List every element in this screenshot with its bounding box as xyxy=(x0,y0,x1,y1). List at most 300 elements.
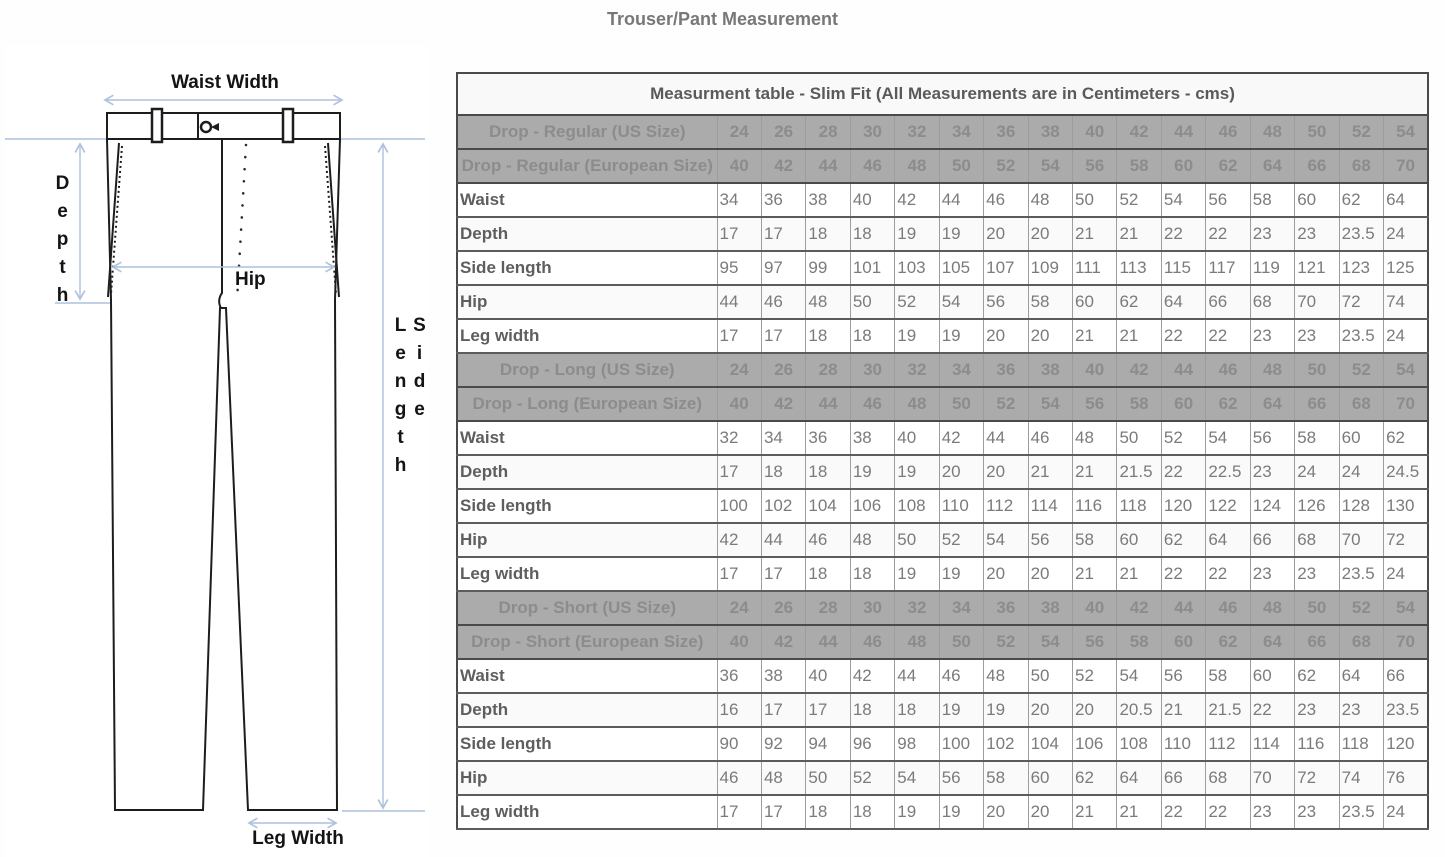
size-cell: 54 xyxy=(1384,591,1428,625)
value-cell: 34 xyxy=(717,183,761,217)
value-cell: 48 xyxy=(1073,421,1117,455)
trousers-drawing xyxy=(5,45,428,857)
size-cell: 48 xyxy=(895,625,939,659)
size-cell: 40 xyxy=(1073,591,1117,625)
value-cell: 36 xyxy=(761,183,805,217)
value-cell: 62 xyxy=(1161,523,1205,557)
size-cell: 26 xyxy=(761,591,805,625)
size-cell: 58 xyxy=(1117,625,1161,659)
value-cell: 21 xyxy=(1117,795,1161,829)
value-cell: 50 xyxy=(1028,659,1072,693)
size-cell: 46 xyxy=(1206,591,1250,625)
value-cell: 90 xyxy=(717,727,761,761)
value-cell: 22 xyxy=(1161,455,1205,489)
value-cell: 74 xyxy=(1339,761,1383,795)
value-cell: 22 xyxy=(1161,557,1205,591)
value-cell: 52 xyxy=(850,761,894,795)
value-cell: 19 xyxy=(939,319,983,353)
value-cell: 40 xyxy=(850,183,894,217)
value-cell: 110 xyxy=(1161,727,1205,761)
size-cell: 38 xyxy=(1028,591,1072,625)
value-cell: 70 xyxy=(1295,285,1339,319)
size-cell: 38 xyxy=(1028,115,1072,149)
size-row-us xyxy=(457,353,1428,387)
measure-label: Depth xyxy=(457,455,717,489)
value-cell: 56 xyxy=(939,761,983,795)
size-cell: 46 xyxy=(850,149,894,183)
value-cell: 48 xyxy=(1028,183,1072,217)
value-cell: 19 xyxy=(939,557,983,591)
value-cell: 18 xyxy=(806,217,850,251)
value-cell: 46 xyxy=(717,761,761,795)
value-cell: 23.5 xyxy=(1339,795,1383,829)
value-cell: 18 xyxy=(850,319,894,353)
value-cell: 19 xyxy=(895,795,939,829)
value-cell: 44 xyxy=(895,659,939,693)
measure-label: Waist xyxy=(457,421,717,455)
size-cell: 44 xyxy=(806,625,850,659)
size-cell: 60 xyxy=(1161,625,1205,659)
value-cell: 68 xyxy=(1295,523,1339,557)
size-cell: 40 xyxy=(717,625,761,659)
size-cell: 30 xyxy=(850,353,894,387)
size-cell: 64 xyxy=(1250,387,1294,421)
measure-row xyxy=(457,489,1428,523)
value-cell: 102 xyxy=(761,489,805,523)
value-cell: 60 xyxy=(1295,183,1339,217)
waist-width-label: Waist Width xyxy=(171,72,279,93)
value-cell: 121 xyxy=(1295,251,1339,285)
size-cell: 50 xyxy=(939,625,983,659)
size-cell: 24 xyxy=(717,353,761,387)
value-cell: 104 xyxy=(1028,727,1072,761)
table-title: Measurment table - Slim Fit (All Measurements are in Centimeters - cms) xyxy=(457,73,1428,115)
value-cell: 23 xyxy=(1250,455,1294,489)
belt-loop-left xyxy=(152,109,162,142)
value-cell: 124 xyxy=(1250,489,1294,523)
value-cell: 20 xyxy=(1073,693,1117,727)
value-cell: 92 xyxy=(761,727,805,761)
value-cell: 20.5 xyxy=(1117,693,1161,727)
value-cell: 52 xyxy=(895,285,939,319)
value-cell: 19 xyxy=(895,319,939,353)
value-cell: 46 xyxy=(939,659,983,693)
value-cell: 19 xyxy=(939,217,983,251)
value-cell: 62 xyxy=(1384,421,1428,455)
value-cell: 44 xyxy=(717,285,761,319)
size-row-eu xyxy=(457,625,1428,659)
trouser-outline xyxy=(107,139,340,810)
value-cell: 22.5 xyxy=(1206,455,1250,489)
measure-row xyxy=(457,455,1428,489)
size-cell: 52 xyxy=(984,387,1028,421)
value-cell: 58 xyxy=(1073,523,1117,557)
measure-row xyxy=(457,523,1428,557)
size-row-us xyxy=(457,115,1428,149)
value-cell: 21 xyxy=(1073,319,1117,353)
value-cell: 120 xyxy=(1384,727,1428,761)
value-cell: 22 xyxy=(1206,557,1250,591)
value-cell: 20 xyxy=(984,455,1028,489)
value-cell: 50 xyxy=(1073,183,1117,217)
value-cell: 18 xyxy=(806,319,850,353)
value-cell: 18 xyxy=(850,217,894,251)
size-cell: 32 xyxy=(895,591,939,625)
value-cell: 23 xyxy=(1250,795,1294,829)
size-row-label: Drop - Long (European Size) xyxy=(457,387,717,421)
pant-diagram xyxy=(5,45,428,857)
value-cell: 44 xyxy=(761,523,805,557)
value-cell: 17 xyxy=(717,455,761,489)
value-cell: 116 xyxy=(1073,489,1117,523)
value-cell: 50 xyxy=(850,285,894,319)
measure-label: Hip xyxy=(457,761,717,795)
leg-width-label: Leg Width xyxy=(252,828,344,849)
measurement-table-body xyxy=(457,115,1428,829)
value-cell: 20 xyxy=(984,795,1028,829)
hip-label: Hip xyxy=(235,269,266,290)
size-cell: 52 xyxy=(1339,353,1383,387)
value-cell: 17 xyxy=(717,217,761,251)
size-cell: 68 xyxy=(1339,625,1383,659)
size-cell: 54 xyxy=(1028,625,1072,659)
value-cell: 114 xyxy=(1028,489,1072,523)
value-cell: 23 xyxy=(1250,217,1294,251)
size-cell: 48 xyxy=(1250,591,1294,625)
value-cell: 62 xyxy=(1295,659,1339,693)
waist-button xyxy=(201,122,211,132)
value-cell: 108 xyxy=(1117,727,1161,761)
size-cell: 56 xyxy=(1073,625,1117,659)
value-cell: 66 xyxy=(1384,659,1428,693)
value-cell: 23.5 xyxy=(1339,319,1383,353)
size-cell: 42 xyxy=(1117,353,1161,387)
value-cell: 34 xyxy=(761,421,805,455)
value-cell: 21.5 xyxy=(1117,455,1161,489)
value-cell: 40 xyxy=(895,421,939,455)
size-cell: 48 xyxy=(895,387,939,421)
size-cell: 66 xyxy=(1295,387,1339,421)
size-cell: 54 xyxy=(1384,115,1428,149)
size-cell: 34 xyxy=(939,353,983,387)
size-cell: 48 xyxy=(1250,353,1294,387)
value-cell: 23 xyxy=(1295,319,1339,353)
size-cell: 48 xyxy=(895,149,939,183)
measurement-table xyxy=(456,72,1429,830)
value-cell: 21 xyxy=(1028,455,1072,489)
size-row-us xyxy=(457,591,1428,625)
value-cell: 115 xyxy=(1161,251,1205,285)
size-cell: 24 xyxy=(717,591,761,625)
measurement-table-wrap xyxy=(456,72,1429,830)
value-cell: 24 xyxy=(1339,455,1383,489)
value-cell: 56 xyxy=(984,285,1028,319)
value-cell: 24 xyxy=(1384,217,1428,251)
value-cell: 22 xyxy=(1161,795,1205,829)
value-cell: 46 xyxy=(806,523,850,557)
value-cell: 19 xyxy=(850,455,894,489)
value-cell: 21 xyxy=(1117,319,1161,353)
value-cell: 58 xyxy=(1250,183,1294,217)
size-cell: 42 xyxy=(761,149,805,183)
value-cell: 24 xyxy=(1384,557,1428,591)
value-cell: 56 xyxy=(1250,421,1294,455)
size-cell: 46 xyxy=(1206,115,1250,149)
value-cell: 54 xyxy=(939,285,983,319)
value-cell: 19 xyxy=(895,455,939,489)
measure-label: Side length xyxy=(457,489,717,523)
value-cell: 20 xyxy=(984,319,1028,353)
value-cell: 24 xyxy=(1384,319,1428,353)
value-cell: 68 xyxy=(1206,761,1250,795)
value-cell: 48 xyxy=(984,659,1028,693)
value-cell: 100 xyxy=(717,489,761,523)
value-cell: 104 xyxy=(806,489,850,523)
value-cell: 97 xyxy=(761,251,805,285)
value-cell: 23.5 xyxy=(1384,693,1428,727)
size-cell: 54 xyxy=(1028,149,1072,183)
measure-label: Depth xyxy=(457,693,717,727)
size-cell: 52 xyxy=(1339,115,1383,149)
value-cell: 60 xyxy=(1339,421,1383,455)
value-cell: 23 xyxy=(1250,319,1294,353)
size-cell: 70 xyxy=(1384,625,1428,659)
size-cell: 58 xyxy=(1117,387,1161,421)
value-cell: 58 xyxy=(1028,285,1072,319)
size-row-eu xyxy=(457,149,1428,183)
value-cell: 54 xyxy=(1206,421,1250,455)
size-cell: 40 xyxy=(1073,115,1117,149)
value-cell: 123 xyxy=(1339,251,1383,285)
value-cell: 46 xyxy=(1028,421,1072,455)
value-cell: 109 xyxy=(1028,251,1072,285)
size-cell: 62 xyxy=(1206,625,1250,659)
value-cell: 50 xyxy=(1117,421,1161,455)
value-cell: 52 xyxy=(1117,183,1161,217)
value-cell: 68 xyxy=(1250,285,1294,319)
measure-row xyxy=(457,693,1428,727)
value-cell: 20 xyxy=(1028,693,1072,727)
measure-label: Leg width xyxy=(457,557,717,591)
value-cell: 64 xyxy=(1206,523,1250,557)
value-cell: 50 xyxy=(806,761,850,795)
value-cell: 103 xyxy=(895,251,939,285)
value-cell: 20 xyxy=(1028,319,1072,353)
value-cell: 70 xyxy=(1250,761,1294,795)
size-cell: 48 xyxy=(1250,115,1294,149)
size-row-label: Drop - Regular (European Size) xyxy=(457,149,717,183)
value-cell: 70 xyxy=(1339,523,1383,557)
value-cell: 62 xyxy=(1073,761,1117,795)
value-cell: 119 xyxy=(1250,251,1294,285)
value-cell: 19 xyxy=(895,217,939,251)
value-cell: 46 xyxy=(761,285,805,319)
value-cell: 66 xyxy=(1206,285,1250,319)
value-cell: 36 xyxy=(806,421,850,455)
measure-row xyxy=(457,557,1428,591)
size-cell: 46 xyxy=(850,387,894,421)
size-row-label: Drop - Regular (US Size) xyxy=(457,115,717,149)
value-cell: 17 xyxy=(761,319,805,353)
value-cell: 96 xyxy=(850,727,894,761)
value-cell: 114 xyxy=(1250,727,1294,761)
value-cell: 18 xyxy=(850,795,894,829)
belt-loop-right xyxy=(283,109,293,142)
size-cell: 34 xyxy=(939,115,983,149)
table-title-row xyxy=(457,73,1428,115)
size-cell: 36 xyxy=(984,591,1028,625)
size-cell: 58 xyxy=(1117,149,1161,183)
value-cell: 22 xyxy=(1206,217,1250,251)
value-cell: 120 xyxy=(1161,489,1205,523)
value-cell: 17 xyxy=(761,557,805,591)
size-cell: 54 xyxy=(1028,387,1072,421)
value-cell: 112 xyxy=(1206,727,1250,761)
value-cell: 52 xyxy=(939,523,983,557)
value-cell: 94 xyxy=(806,727,850,761)
value-cell: 101 xyxy=(850,251,894,285)
value-cell: 23 xyxy=(1295,217,1339,251)
size-cell: 46 xyxy=(850,625,894,659)
value-cell: 122 xyxy=(1206,489,1250,523)
value-cell: 54 xyxy=(984,523,1028,557)
size-cell: 50 xyxy=(1295,591,1339,625)
size-cell: 68 xyxy=(1339,149,1383,183)
value-cell: 18 xyxy=(806,455,850,489)
size-cell: 36 xyxy=(984,115,1028,149)
value-cell: 21 xyxy=(1073,217,1117,251)
size-cell: 30 xyxy=(850,115,894,149)
value-cell: 60 xyxy=(1250,659,1294,693)
size-cell: 40 xyxy=(717,149,761,183)
value-cell: 18 xyxy=(895,693,939,727)
value-cell: 23 xyxy=(1339,693,1383,727)
size-cell: 32 xyxy=(895,115,939,149)
size-row-label: Drop - Short (European Size) xyxy=(457,625,717,659)
size-cell: 50 xyxy=(1295,353,1339,387)
size-cell: 42 xyxy=(1117,591,1161,625)
value-cell: 56 xyxy=(1206,183,1250,217)
value-cell: 76 xyxy=(1384,761,1428,795)
size-row-label: Drop - Short (US Size) xyxy=(457,591,717,625)
value-cell: 22 xyxy=(1206,795,1250,829)
value-cell: 20 xyxy=(1028,795,1072,829)
value-cell: 100 xyxy=(939,727,983,761)
measure-row xyxy=(457,659,1428,693)
size-cell: 44 xyxy=(1161,591,1205,625)
value-cell: 58 xyxy=(984,761,1028,795)
value-cell: 18 xyxy=(850,693,894,727)
value-cell: 17 xyxy=(717,319,761,353)
value-cell: 18 xyxy=(806,795,850,829)
measure-row xyxy=(457,761,1428,795)
size-cell: 32 xyxy=(895,353,939,387)
value-cell: 108 xyxy=(895,489,939,523)
value-cell: 107 xyxy=(984,251,1028,285)
value-cell: 64 xyxy=(1339,659,1383,693)
size-cell: 70 xyxy=(1384,149,1428,183)
measure-row xyxy=(457,421,1428,455)
size-cell: 42 xyxy=(761,625,805,659)
depth-label: Depth xyxy=(52,173,73,313)
value-cell: 50 xyxy=(895,523,939,557)
size-cell: 26 xyxy=(761,115,805,149)
value-cell: 54 xyxy=(1117,659,1161,693)
measure-label: Leg width xyxy=(457,795,717,829)
value-cell: 42 xyxy=(895,183,939,217)
value-cell: 17 xyxy=(717,795,761,829)
value-cell: 58 xyxy=(1295,421,1339,455)
value-cell: 99 xyxy=(806,251,850,285)
value-cell: 19 xyxy=(939,693,983,727)
value-cell: 22 xyxy=(1161,217,1205,251)
size-cell: 52 xyxy=(984,149,1028,183)
value-cell: 64 xyxy=(1161,285,1205,319)
value-cell: 64 xyxy=(1117,761,1161,795)
size-cell: 36 xyxy=(984,353,1028,387)
value-cell: 118 xyxy=(1339,727,1383,761)
value-cell: 98 xyxy=(895,727,939,761)
value-cell: 21 xyxy=(1161,693,1205,727)
value-cell: 95 xyxy=(717,251,761,285)
value-cell: 21 xyxy=(1117,217,1161,251)
size-cell: 52 xyxy=(984,625,1028,659)
value-cell: 23.5 xyxy=(1339,557,1383,591)
size-cell: 44 xyxy=(1161,115,1205,149)
value-cell: 38 xyxy=(761,659,805,693)
value-cell: 72 xyxy=(1339,285,1383,319)
value-cell: 60 xyxy=(1117,523,1161,557)
value-cell: 17 xyxy=(761,693,805,727)
value-cell: 52 xyxy=(1161,421,1205,455)
size-row-eu xyxy=(457,387,1428,421)
size-cell: 62 xyxy=(1206,387,1250,421)
value-cell: 42 xyxy=(850,659,894,693)
value-cell: 64 xyxy=(1384,183,1428,217)
value-cell: 44 xyxy=(939,183,983,217)
value-cell: 54 xyxy=(1161,183,1205,217)
value-cell: 17 xyxy=(761,217,805,251)
value-cell: 105 xyxy=(939,251,983,285)
value-cell: 48 xyxy=(850,523,894,557)
value-cell: 23 xyxy=(1295,557,1339,591)
size-cell: 64 xyxy=(1250,625,1294,659)
measure-row xyxy=(457,251,1428,285)
measure-label: Depth xyxy=(457,217,717,251)
value-cell: 23 xyxy=(1295,693,1339,727)
size-cell: 28 xyxy=(806,353,850,387)
size-cell: 46 xyxy=(1206,353,1250,387)
value-cell: 52 xyxy=(1073,659,1117,693)
size-cell: 28 xyxy=(806,591,850,625)
size-cell: 60 xyxy=(1161,149,1205,183)
measure-label: Hip xyxy=(457,285,717,319)
value-cell: 125 xyxy=(1384,251,1428,285)
value-cell: 58 xyxy=(1206,659,1250,693)
value-cell: 111 xyxy=(1073,251,1117,285)
measure-label: Side length xyxy=(457,251,717,285)
value-cell: 42 xyxy=(939,421,983,455)
size-cell: 50 xyxy=(939,149,983,183)
value-cell: 23 xyxy=(1295,795,1339,829)
size-cell: 70 xyxy=(1384,387,1428,421)
value-cell: 128 xyxy=(1339,489,1383,523)
value-cell: 62 xyxy=(1339,183,1383,217)
value-cell: 66 xyxy=(1161,761,1205,795)
value-cell: 60 xyxy=(1073,285,1117,319)
value-cell: 44 xyxy=(984,421,1028,455)
value-cell: 20 xyxy=(939,455,983,489)
